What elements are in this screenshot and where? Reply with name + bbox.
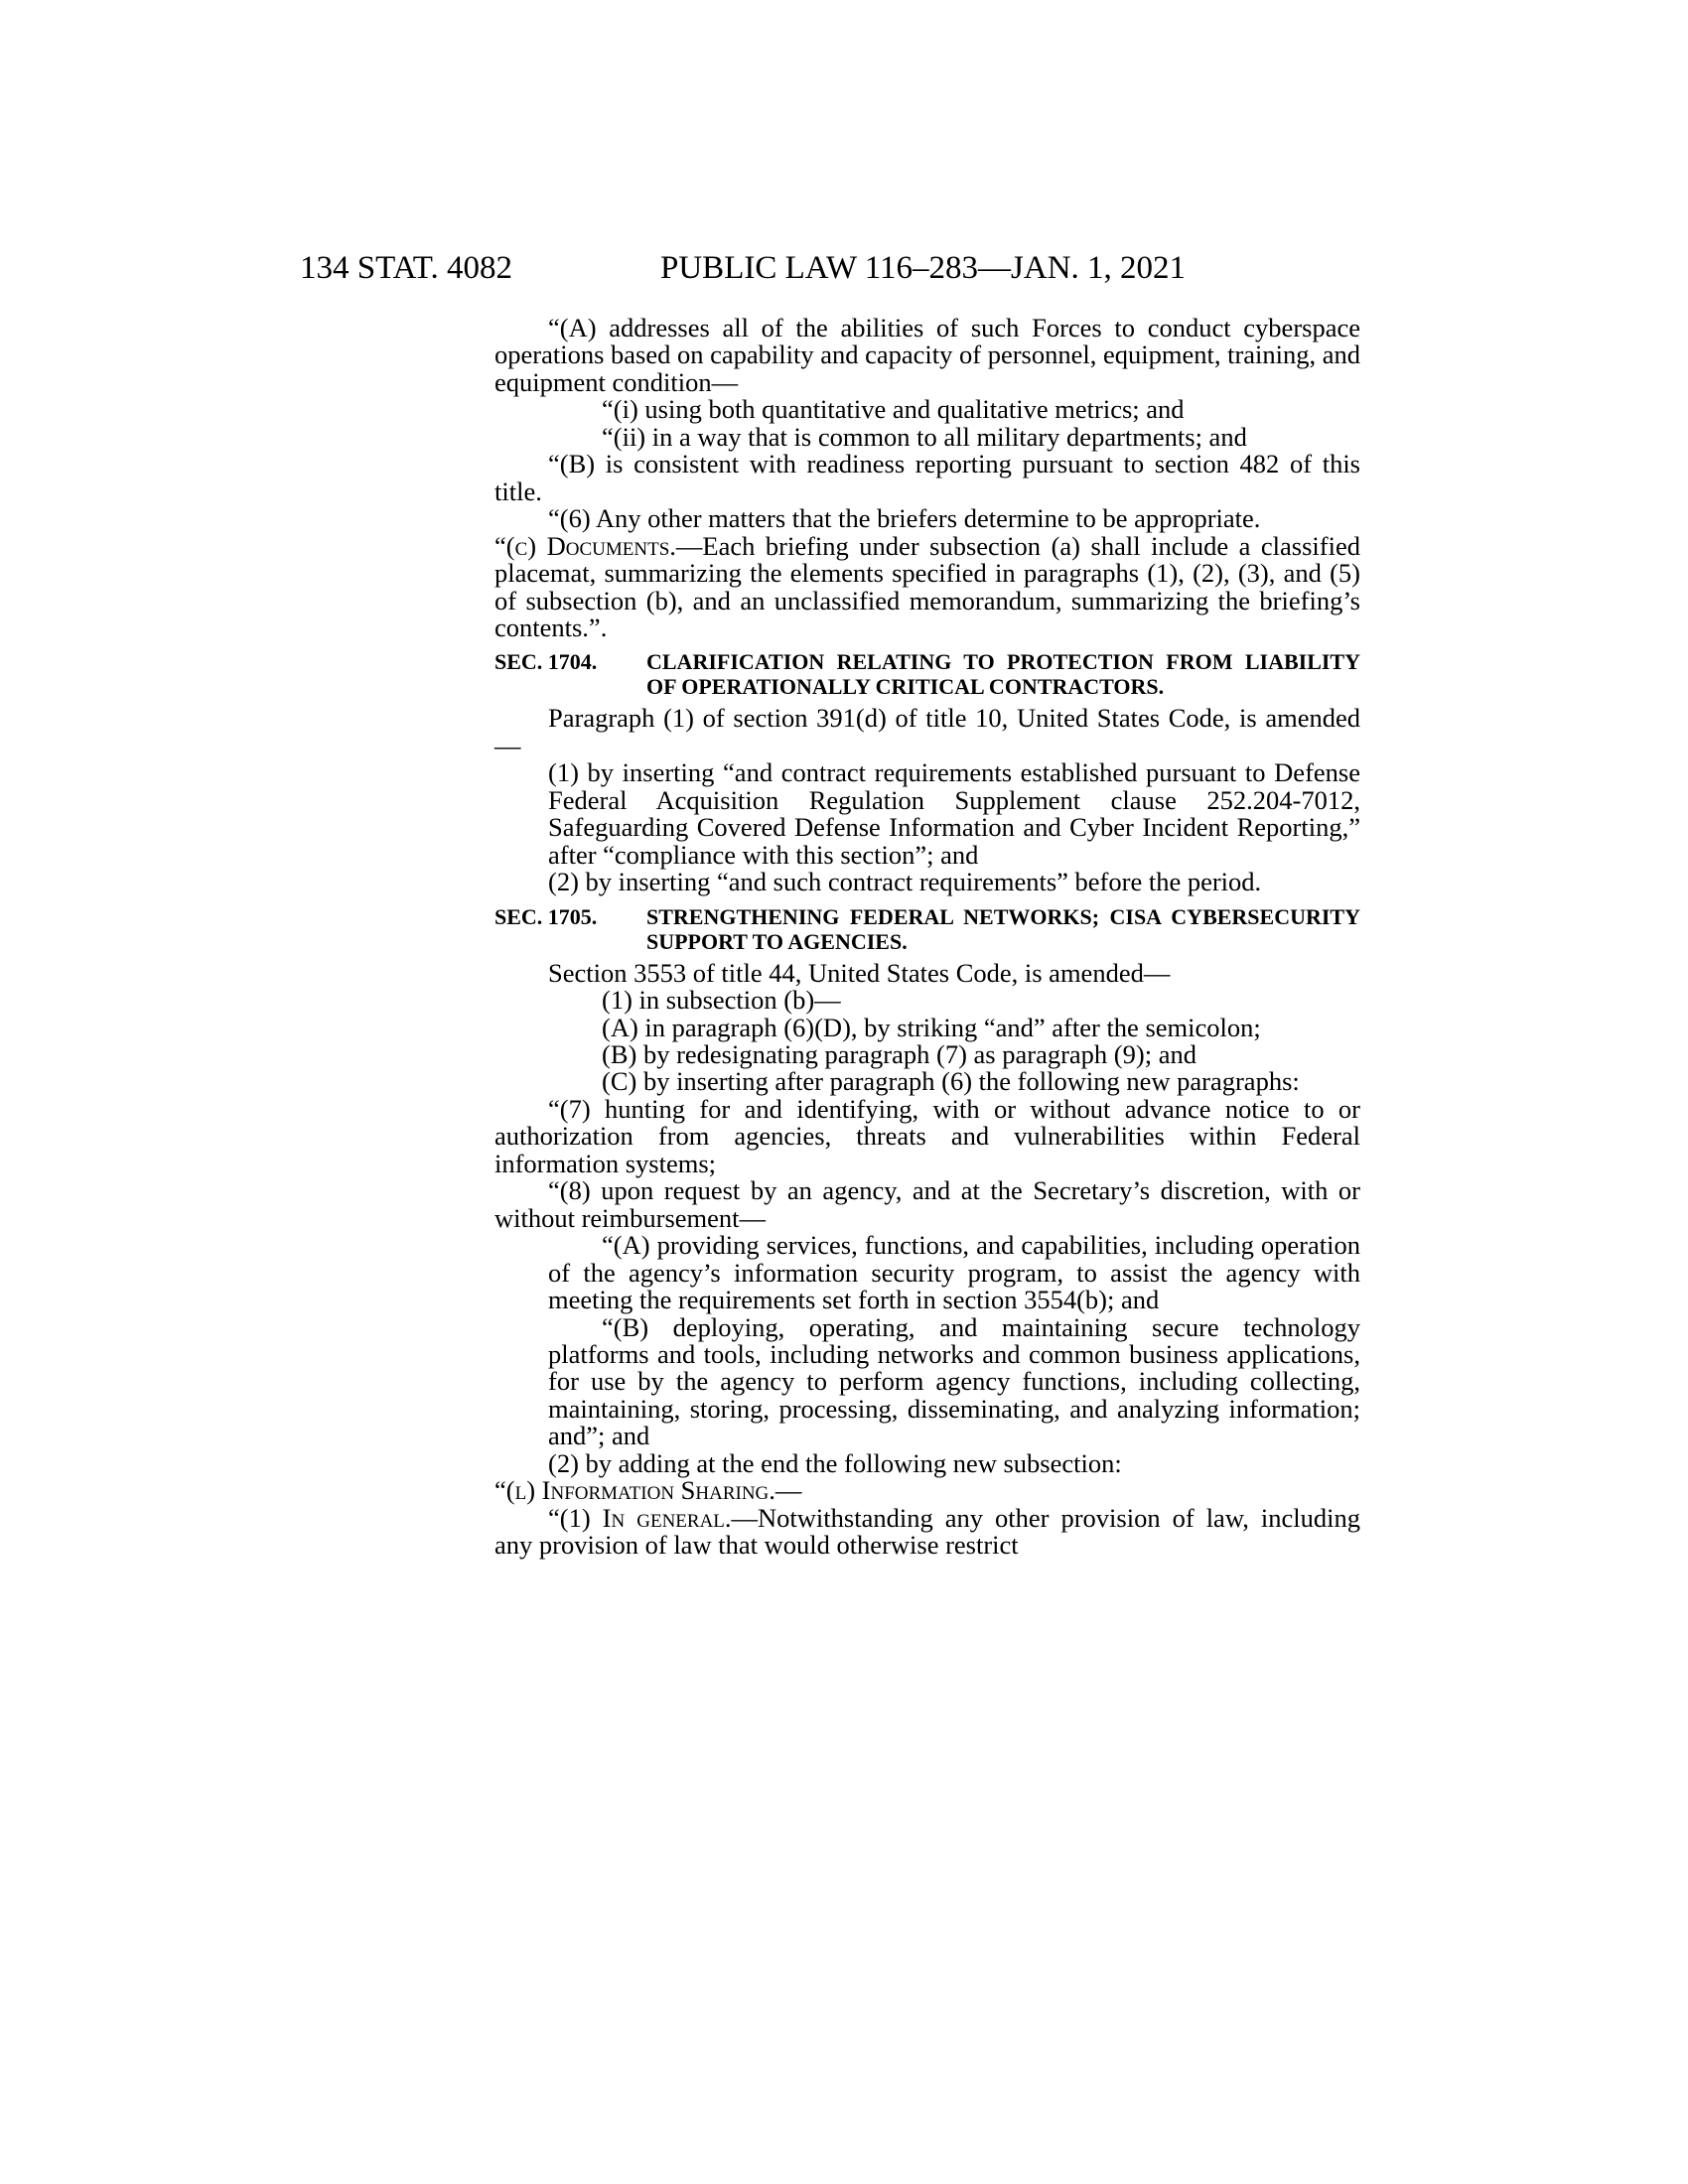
amendment-A: (A) in paragraph (6)(D), by striking “and” after the semicolon; — [602, 1012, 1261, 1042]
section-1705-intro: Section 3553 of title 44, United States Code, is amended— — [548, 957, 1171, 988]
new-paragraph-8: “(8) upon request by an agency, and at the Secretary’s discretion, with or without reimbursement— — [494, 1175, 1360, 1233]
section-1704-heading — [494, 649, 1360, 699]
paragraph-text: —Notwithstanding any other provision of law, including any provision of law that would otherwise restrict — [494, 1502, 1360, 1561]
amendment-2: (2) by inserting “and such contract requirements” before the period. — [548, 867, 1262, 897]
new-subparagraph-A: “(A) providing services, functions, and capabilities, including operation of the agency’s information security program, to assist the agency with meeting the requirements set forth in section 3554(b); and — [548, 1230, 1360, 1315]
section-number: SEC. 1704. — [494, 649, 598, 675]
section-1705-heading — [494, 904, 1360, 954]
clause-ii: “(ii) in a way that is common to all military departments; and — [602, 421, 1247, 452]
document-body — [494, 315, 1360, 1560]
subsection-l-heading — [494, 1477, 1360, 1504]
amendment-B: (B) by redesignating paragraph (7) as paragraph (9); and — [602, 1038, 1196, 1069]
paragraph-1-in-general — [494, 1502, 1360, 1561]
paragraph-heading: “(1) In general. — [548, 1502, 732, 1533]
paragraph-6-other-matters: “(6) Any other matters that the briefers determine to be appropriate. — [548, 503, 1261, 534]
subsection-heading: “(l) Information Sharing. — [494, 1475, 775, 1506]
subsection-text: —Each briefing under subsection (a) shall include a classified placemat, summarizing the elements specified in paragraphs (1), (2), (3), and (5) of subsection (b), and an unclassified memorandum, summarizing the briefing’s contents.”. — [494, 530, 1360, 642]
running-header: PUBLIC LAW 116–283—JAN. 1, 2021 — [660, 250, 1187, 286]
new-paragraph-7: “(7) hunting for and identifying, with or without advance notice to or authorization from agencies, threats and vulnerabilities within Federal information systems; — [494, 1093, 1360, 1178]
section-1704-intro: Paragraph (1) of section 391(d) of title 10, United States Code, is amended— — [494, 703, 1360, 760]
section-title: CLARIFICATION RELATING TO PROTECTION FROM LIABILITY OF OPERATIONALLY CRITICAL CONTRACTORS. — [646, 649, 1360, 700]
section-title: STRENGTHENING FEDERAL NETWORKS; CISA CYBERSECURITY SUPPORT TO AGENCIES. — [646, 903, 1360, 954]
paragraph-B-consistent: “(B) is consistent with readiness reporting pursuant to section 482 of this title. — [494, 449, 1360, 506]
section-number: SEC. 1705. — [494, 903, 598, 929]
amendment-C: (C) by inserting after paragraph (6) the following new paragraphs: — [602, 1066, 1300, 1097]
amendment-1: (1) by inserting “and contract requirements established pursuant to Defense Federal Acquisition Regulation Supplement clause 252.204-7012, Safeguarding Covered Defense Information and Cyber Incident Reporting,” after “compliance with this section”; and — [548, 757, 1360, 870]
page-stat-number: 134 STAT. 4082 — [300, 250, 513, 286]
paragraph-A-addresses: “(A) addresses all of the abilities of such Forces to conduct cyberspace operations based on capability and capacity of personnel, equipment, training, and equipment condition— — [494, 313, 1361, 397]
subsection-heading: “(c) Documents. — [494, 530, 676, 561]
new-subparagraph-B: “(B) deploying, operating, and maintaining secure technology platforms and tools, including networks and common business applications, for use by the agency to perform agency functions, including collecting, maintaining, storing, processing, disseminating, and analyzing information; and”; and — [548, 1311, 1360, 1451]
clause-i: “(i) using both quantitative and qualitative metrics; and — [602, 394, 1185, 425]
subsection-heading-dash: — — [774, 1475, 802, 1506]
subsection-c-documents — [494, 530, 1360, 642]
amendment-1-subsection-b: (1) in subsection (b)— — [602, 985, 841, 1016]
amendment-2-new-subsection: (2) by adding at the end the following new subsection: — [548, 1447, 1122, 1478]
